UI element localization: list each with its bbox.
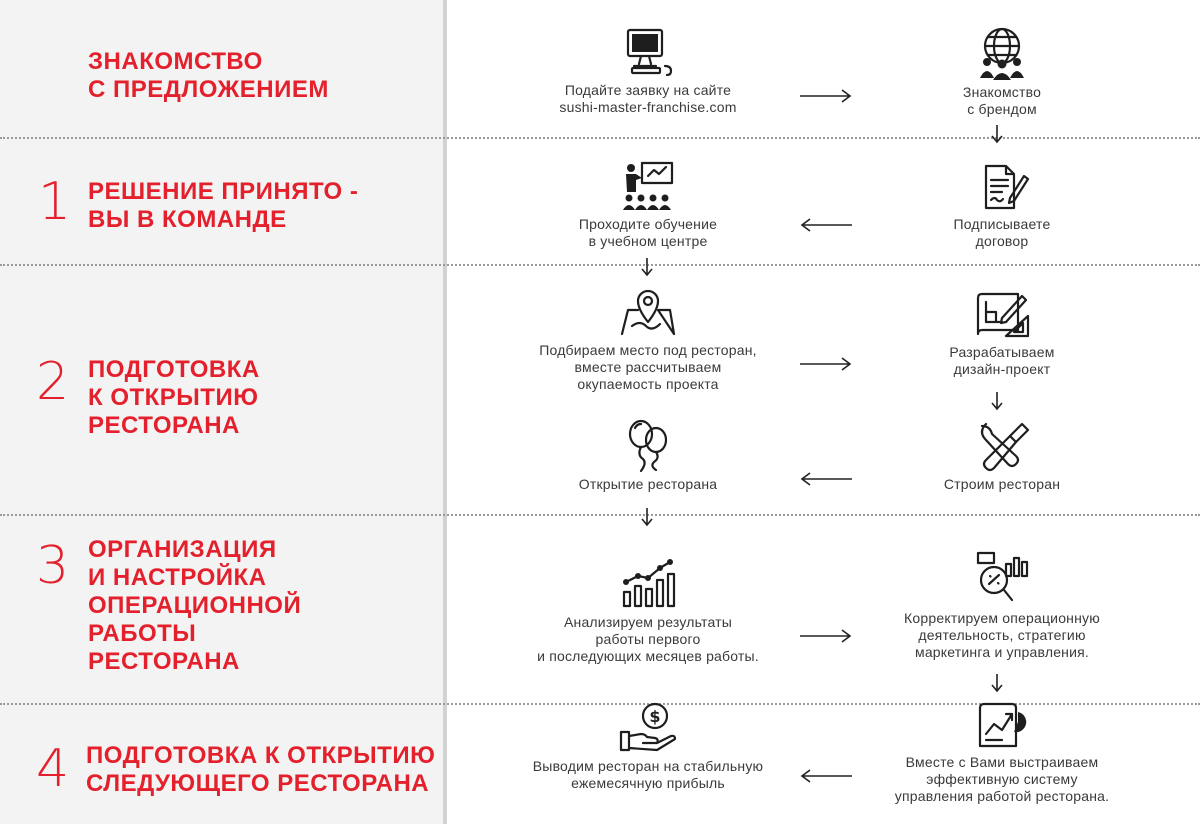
step-opening: [498, 418, 798, 493]
computer-icon: [618, 26, 678, 78]
stage-divider: [0, 264, 1200, 266]
step-correct: [852, 550, 1152, 661]
growth-chart-icon: [618, 556, 678, 610]
stage-number-1: 1: [38, 172, 72, 232]
management-icon: [972, 700, 1032, 750]
arrow-down: [639, 256, 655, 278]
step-label: Вместе с Вами выстраиваем эффективную систему управления работой ресторана.: [894, 754, 1110, 804]
arrow-down: [639, 506, 655, 528]
stage-title-1: РЕШЕНИЕ ПРИНЯТО - ВЫ В КОМАНДЕ: [88, 178, 359, 233]
arrow-left: [798, 768, 854, 784]
globe-team-icon: [972, 26, 1032, 80]
map-pin-icon: [618, 288, 678, 338]
arrow-down: [989, 672, 1005, 694]
money-hand-icon: [617, 702, 679, 754]
analytics-icon: [972, 550, 1032, 606]
stage-number-3: 3: [36, 536, 70, 596]
stage-title-4: ПОДГОТОВКА К ОТКРЫТИЮ СЛЕДУЮЩЕГО РЕСТОРАНА: [86, 742, 436, 797]
arrow-right: [798, 88, 854, 104]
training-icon: [618, 160, 678, 212]
stage-title-intro: ЗНАКОМСТВО С ПРЕДЛОЖЕНИЕМ: [88, 48, 329, 103]
step-location: [498, 288, 798, 393]
step-label: Корректируем операционную деятельность, стратегию маркетинга и управления.: [904, 610, 1100, 660]
step-label: Строим ресторан: [943, 476, 1061, 492]
step-brand: [852, 26, 1152, 118]
stage-number-2: 2: [36, 352, 70, 412]
blueprint-icon: [972, 290, 1032, 340]
step-contract: [852, 162, 1152, 250]
step-label: Анализируем результаты работы первого и последующих месяцев работы.: [537, 614, 759, 664]
arrow-left: [798, 217, 854, 233]
step-build: [852, 420, 1152, 493]
step-profit: [498, 702, 798, 792]
stage-title-2: ПОДГОТОВКА К ОТКРЫТИЮ РЕСТОРАНА: [88, 356, 260, 439]
column-divider: [443, 0, 447, 824]
arrow-down: [989, 390, 1005, 412]
step-label: Подайте заявку на сайте sushi-master-franchise.com: [559, 82, 737, 115]
step-label: Выводим ресторан на стабильную ежемесячную прибыль: [532, 758, 764, 791]
svg-text:$: $: [649, 707, 661, 726]
step-label: Знакомство с брендом: [962, 84, 1042, 117]
step-design: [852, 290, 1152, 378]
step-apply: [498, 26, 798, 116]
stage-divider: [0, 137, 1200, 139]
step-label: Разрабатываем дизайн-проект: [949, 344, 1055, 377]
stage-divider: [0, 514, 1200, 516]
step-system: [852, 700, 1152, 805]
step-training: [498, 160, 798, 250]
step-label: Подбираем место под ресторан, вместе рассчитываем окупаемость проекта: [539, 342, 757, 392]
step-label: Открытие ресторана: [578, 476, 718, 492]
step-analyze: [498, 556, 798, 665]
balloons-icon: [618, 418, 678, 472]
stage-number-4: 4: [36, 739, 70, 799]
step-label: Проходите обучение в учебном центре: [578, 216, 718, 249]
tools-icon: [972, 420, 1032, 472]
arrow-down: [989, 123, 1005, 145]
stage-title-3: ОРГАНИЗАЦИЯ И НАСТРОЙКА ОПЕРАЦИОННОЙ РАБОТЫ РЕСТОРАНА: [88, 536, 302, 675]
arrow-left: [798, 471, 854, 487]
arrow-right: [798, 628, 854, 644]
arrow-right: [798, 356, 854, 372]
contract-icon: [972, 162, 1032, 212]
step-label: Подписываете договор: [953, 216, 1051, 249]
